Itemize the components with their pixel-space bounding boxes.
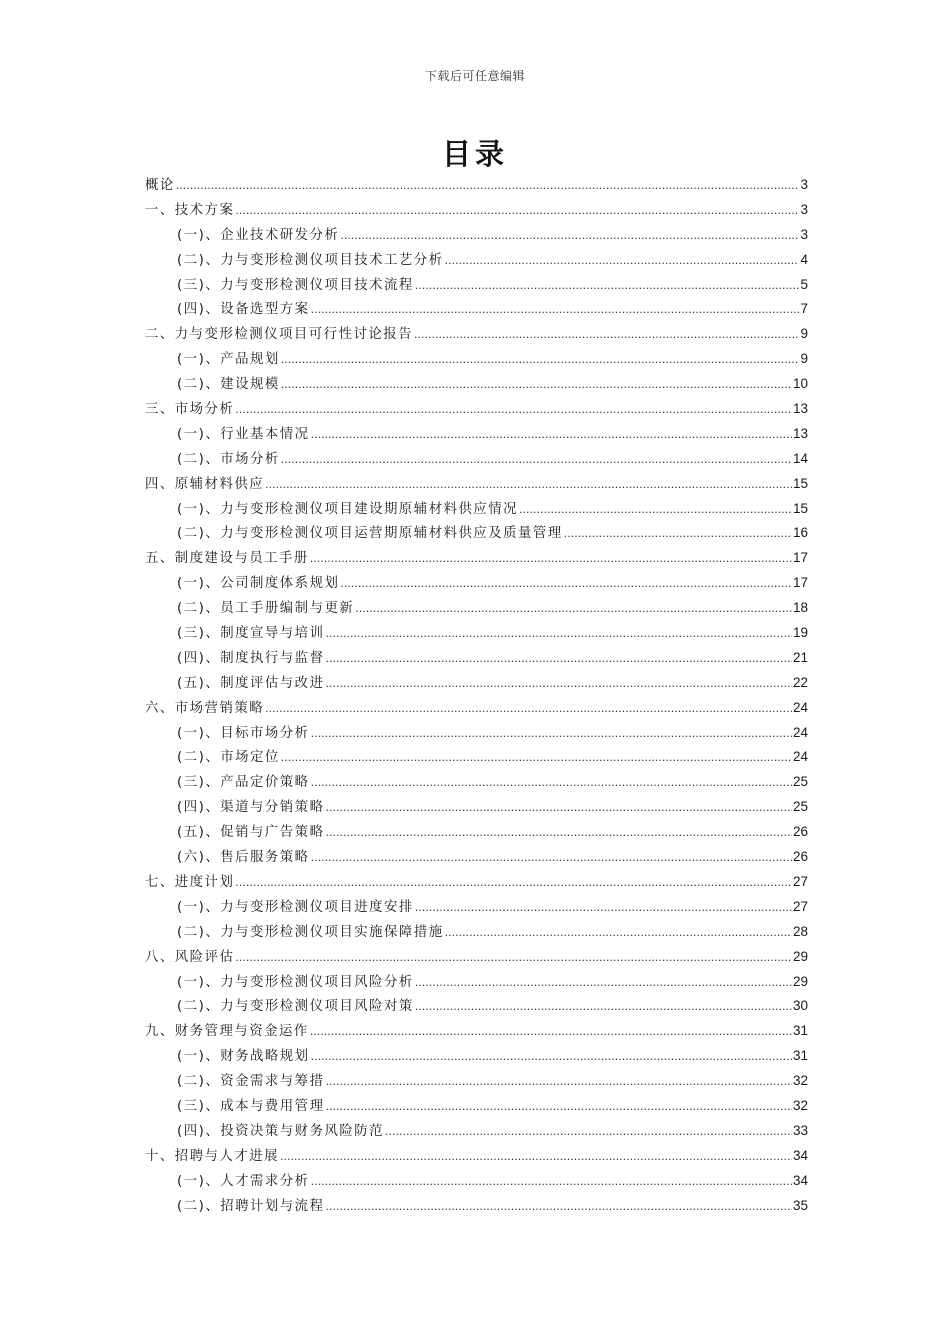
toc-leader-dots [385,1120,792,1145]
toc-entry-title: 六、市场营销策略 [145,700,265,716]
toc-leader-dots [415,896,792,921]
toc-entry[interactable] [145,745,808,770]
toc-entry-title: 七、进度计划 [145,874,235,890]
toc-leader-dots [355,597,792,622]
toc-entry[interactable] [145,397,808,422]
toc-entry-page: 24 [792,699,808,715]
toc-leader-dots [564,522,792,547]
toc-entry[interactable] [145,273,808,298]
toc-leader-dots [325,672,792,697]
toc-entry-title: (一)、力与变形检测仪项目进度安排 [177,899,414,915]
toc-entry[interactable] [145,1169,808,1194]
toc-entry[interactable] [145,1119,808,1144]
toc-entry[interactable] [145,920,808,945]
toc-entry-page: 15 [792,475,808,491]
toc-entry-page: 25 [792,799,808,815]
toc-entry[interactable] [145,472,808,497]
toc-entry-title: (三)、产品定价策略 [177,775,310,791]
toc-entry-page: 18 [792,600,808,616]
toc-entry-title: (一)、产品规划 [177,352,280,368]
toc-entry-title: (二)、招聘计划与流程 [177,1198,325,1214]
toc-entry[interactable] [145,571,808,596]
toc-entry[interactable] [145,422,808,447]
toc-entry[interactable] [145,646,808,671]
toc-entry-title: (四)、投资决策与财务风险防范 [177,1123,385,1139]
toc-leader-dots [325,647,792,672]
toc-entry-title: (一)、行业基本情况 [177,426,310,442]
toc-entry-page: 16 [792,525,808,541]
toc-entry-title: 二、力与变形检测仪项目可行性讨论报告 [145,327,414,343]
toc-leader-dots [340,224,799,249]
toc-entry[interactable] [145,521,808,546]
toc-entry-title: (二)、员工手册编制与更新 [177,601,355,617]
toc-leader-dots [281,373,792,398]
toc-entry-page: 3 [800,226,808,242]
toc-leader-dots [311,1045,792,1070]
toc-leader-dots [415,971,792,996]
toc-entry[interactable] [145,845,808,870]
toc-entry[interactable] [145,1094,808,1119]
toc-entry-title: (二)、力与变形检测仪项目技术工艺分析 [177,252,444,268]
toc-leader-dots [311,846,792,871]
toc-entry-page: 17 [792,550,808,566]
toc-entry-title: 九、财务管理与资金运作 [145,1024,309,1040]
toc-entry-page: 24 [792,724,808,740]
toc-entry-title: 三、市场分析 [145,402,235,418]
toc-leader-dots [325,1070,792,1095]
toc-entry-title: (三)、成本与费用管理 [177,1098,325,1114]
toc-entry-page: 30 [792,998,808,1014]
toc-leader-dots [414,323,799,348]
toc-entry-title: (一)、人才需求分析 [177,1173,310,1189]
toc-leader-dots [311,771,792,796]
toc-entry-title: 一、技术方案 [145,202,235,218]
toc-entry-page: 3 [800,201,808,217]
toc-leader-dots [415,274,800,299]
toc-entry-page: 5 [800,276,808,292]
toc-entry[interactable] [145,1044,808,1069]
toc-entry-page: 7 [800,301,808,317]
toc-leader-dots [310,1020,792,1045]
toc-leader-dots [311,298,800,323]
toc-entry-page: 34 [792,1172,808,1188]
toc-entry[interactable] [145,696,808,721]
toc-entry[interactable] [145,1069,808,1094]
toc-entry[interactable] [145,1144,808,1169]
toc-entry-page: 26 [792,824,808,840]
toc-entry-page: 32 [792,1097,808,1113]
toc-leader-dots [445,921,792,946]
toc-leader-dots [325,1095,792,1120]
toc-leader-dots [310,547,792,572]
toc-entry-page: 3 [800,177,808,192]
toc-entry[interactable] [145,248,808,273]
toc-entry-title: 八、风险评估 [145,949,235,965]
toc-entry-title: (四)、制度执行与监督 [177,650,325,666]
toc-entry[interactable] [145,621,808,646]
toc-leader-dots [311,1170,792,1195]
toc-leader-dots [445,249,800,274]
toc-entry-title: (二)、资金需求与筹措 [177,1074,325,1090]
toc-entry-title: (二)、市场定位 [177,750,280,766]
toc-leader-dots [265,473,792,498]
toc-entry-title: 十、招聘与人才进展 [145,1148,280,1164]
toc-entry-page: 9 [800,326,808,342]
toc-entry-page: 17 [792,575,808,591]
toc-entry[interactable] [145,820,808,845]
toc-entry[interactable] [145,347,808,372]
toc-entry-page: 31 [792,1023,808,1039]
toc-leader-dots [311,722,792,747]
toc-entry-title: (二)、市场分析 [177,451,280,467]
toc-entry[interactable] [145,895,808,920]
toc-entry[interactable] [145,297,808,322]
toc-entry[interactable] [145,198,808,223]
toc-entry-title: (一)、力与变形检测仪项目建设期原辅材料供应情况 [177,501,519,517]
toc-entry-page: 19 [792,625,808,641]
toc-entry-title: (二)、力与变形检测仪项目实施保障措施 [177,924,444,940]
toc-entry[interactable] [145,223,808,248]
toc-leader-dots [325,1195,792,1220]
toc-entry-page: 21 [792,649,808,665]
toc-entry-title: (一)、公司制度体系规划 [177,576,340,592]
toc-leader-dots [281,448,792,473]
toc-entry-page: 29 [792,973,808,989]
toc-leader-dots [280,1145,792,1170]
toc-leader-dots [235,199,799,224]
toc-entry-title: (一)、目标市场分析 [177,725,310,741]
toc-entry-page: 4 [800,251,808,267]
toc-leader-dots [325,821,792,846]
toc-leader-dots [235,398,792,423]
toc-entry[interactable] [145,870,808,895]
toc-entry-title: (二)、力与变形检测仪项目风险对策 [177,999,414,1015]
toc-entry[interactable] [145,546,808,571]
toc-entry[interactable] [145,671,808,696]
toc-leader-dots [281,746,792,771]
toc-entry-page: 33 [792,1122,808,1138]
toc-entry[interactable] [145,1019,808,1044]
toc-entry[interactable] [145,372,808,397]
toc-entry-title: (四)、设备选型方案 [177,302,310,318]
header-note: 下载后可任意编辑 [424,69,525,83]
toc-entry[interactable] [145,721,808,746]
toc-entry-title: (二)、力与变形检测仪项目运营期原辅材料供应及质量管理 [177,526,563,542]
toc-entry[interactable] [145,596,808,621]
toc-entry-page: 22 [792,674,808,690]
toc-leader-dots [176,174,800,199]
toc-leader-dots [325,796,792,821]
toc-entry-page: 14 [792,450,808,466]
toc-entry[interactable] [145,945,808,970]
toc-leader-dots [265,697,792,722]
toc-entry[interactable] [145,497,808,522]
toc-entry[interactable] [145,770,808,795]
toc-entry-page: 31 [792,1048,808,1064]
toc-entry-title: (一)、力与变形检测仪项目风险分析 [177,974,414,990]
toc-entry-title: (三)、力与变形检测仪项目技术流程 [177,277,414,293]
toc-entry-title: (五)、促销与广告策略 [177,825,325,841]
toc-leader-dots [281,348,800,373]
toc-entry-page: 32 [792,1073,808,1089]
toc-entry-page: 28 [792,923,808,939]
toc-entry-title: 五、制度建设与员工手册 [145,551,309,567]
toc-leader-dots [325,622,792,647]
toc-entry-title: (一)、企业技术研发分析 [177,227,340,243]
toc-entry[interactable] [145,795,808,820]
toc-entry-page: 15 [792,500,808,516]
toc-entry-title: (四)、渠道与分销策略 [177,800,325,816]
toc-entry[interactable] [145,322,808,347]
toc-leader-dots [311,423,792,448]
toc-leader-dots [340,572,792,597]
toc-entry-page: 25 [792,774,808,790]
toc-entry[interactable] [145,1194,808,1219]
toc-entry-page: 29 [792,948,808,964]
toc-entry-page: 13 [792,425,808,441]
toc-entry-page: 10 [792,376,808,392]
toc-entry[interactable] [145,173,808,198]
toc-entry-title: 四、原辅材料供应 [145,476,265,492]
toc-leader-dots [235,946,792,971]
toc-entry[interactable] [145,970,808,995]
toc-leader-dots [235,871,792,896]
toc-entry-page: 24 [792,749,808,765]
toc-entry-title: (五)、制度评估与改进 [177,675,325,691]
toc-entry-page: 9 [800,351,808,367]
toc-entry[interactable] [145,447,808,472]
toc-leader-dots [415,995,792,1020]
toc-entry-title: (二)、建设规模 [177,377,280,393]
toc-entry-page: 27 [792,873,808,889]
toc-entry-page: 27 [792,898,808,914]
toc-entry-page: 34 [792,1147,808,1163]
toc-entry-title: (三)、制度宣导与培训 [177,626,325,642]
toc-entry-title: 概论 [145,178,175,193]
toc-entry-page: 35 [792,1197,808,1213]
toc-entry-page: 26 [792,849,808,865]
toc-entry-title: (一)、财务战略规划 [177,1049,310,1065]
toc-entry[interactable] [145,994,808,1019]
page-title: 目录 [441,137,508,171]
toc-leader-dots [519,498,792,523]
table-of-contents [145,173,808,1218]
toc-entry-page: 13 [792,401,808,417]
toc-entry-title: (六)、售后服务策略 [177,850,310,866]
